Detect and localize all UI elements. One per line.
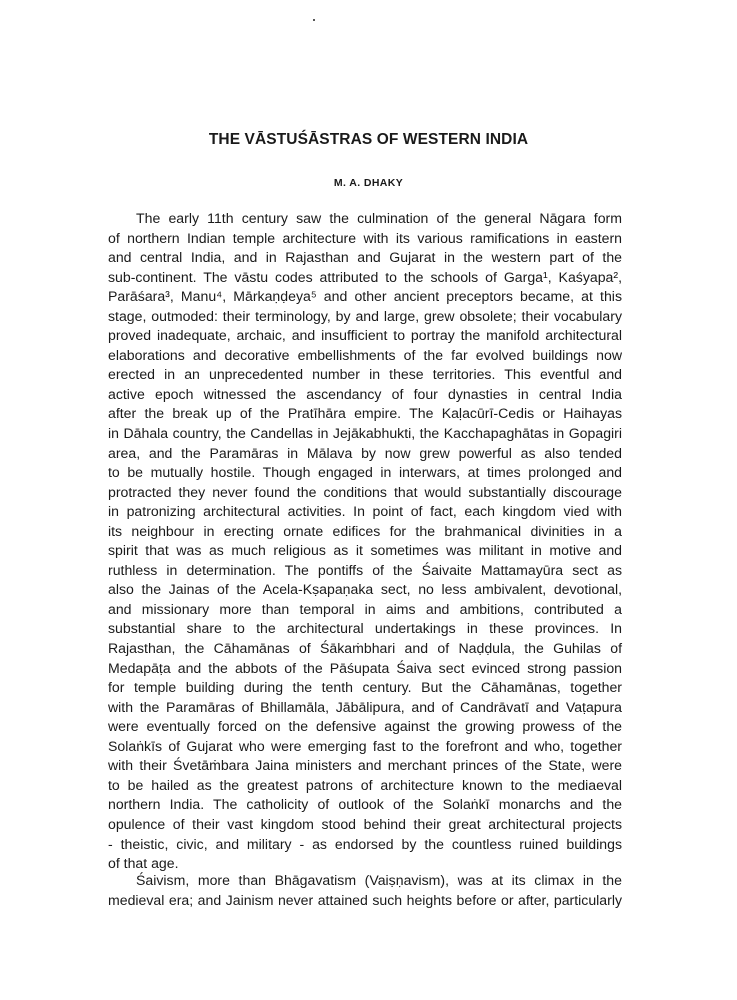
text-line: substantial share to the architectural undertakings in these provinces. In xyxy=(108,620,622,637)
text-line: The early 11th century saw the culmination of the general Nāgara form xyxy=(136,210,622,226)
text-line: northern India. The catholicity of outlook of the Solaṅkī monarchs and the xyxy=(108,796,622,813)
text-line: also the Jainas of the Acela-Kṣapaṇaka sect, no less ambivalent, devotional, xyxy=(108,581,622,598)
text-line: after the break up of the Pratīhāra empire. The Kaḷacūrī-Cedis or Haihayas xyxy=(108,405,622,422)
text-line: Solaṅkīs of Gujarat who were emerging fast to the forefront and who, together xyxy=(108,737,622,754)
article-author: M. A. DHAKY xyxy=(333,177,404,189)
text-line: opulence of their vast kingdom stood behind their great architectural projects xyxy=(108,815,622,832)
text-line: area, and the Paramāras in Mālava by now grew powerful as also tended xyxy=(108,444,622,461)
text-line: of northern Indian temple architecture with its various ramifications in eastern xyxy=(108,229,622,246)
text-line: to be mutually hostile. Though engaged in interwars, at times prolonged and xyxy=(108,464,622,481)
text-line: for temple building during the tenth century. But the Cāhamānas, together xyxy=(108,679,622,696)
text-line: to be hailed as the greatest patrons of architecture known to the mediaeval xyxy=(108,776,622,793)
text-line: ruthless in determination. The pontiffs of the Śaivaite Mattamayūra sect as xyxy=(108,561,622,578)
text-line: erected in an unprecedented number in these territories. This eventful and xyxy=(108,366,622,383)
article-title: THE VĀSTUŚĀSTRAS OF WESTERN INDIA xyxy=(208,131,529,148)
text-line: medieval era; and Jainism never attained such heights before or after, particularly xyxy=(108,891,622,908)
text-line: elaborations and decorative embellishments of the far evolved buildings now xyxy=(108,346,622,363)
text-line: with their Śvetāṁbara Jaina ministers and merchant princes of the State, were xyxy=(108,757,622,774)
text-line: proved inadequate, archaic, and insufficient to portray the manifold architectural xyxy=(108,327,622,344)
text-line: and missionary more than temporal in aims and ambitions, contributed a xyxy=(108,600,622,617)
text-line: of that age. xyxy=(108,855,179,872)
text-line: stage, outmoded: their terminology, by and large, grew obsolete; their vocabulary xyxy=(108,307,622,324)
text-line: sub-continent. The vāstu codes attributed to the schools of Garga¹, Kaśyapa², xyxy=(108,268,622,285)
body-paragraph-1 xyxy=(108,209,622,874)
text-line: and central India, and in Rajasthan and Gujarat in the western part of the xyxy=(108,249,622,266)
text-line: in patronizing architectural activities. In point of fact, each kingdom vied with xyxy=(108,503,622,520)
text-line: Śaivism, more than Bhāgavatism (Vaiṣṇavism), was at its climax in the xyxy=(136,872,622,888)
text-line: spirit that was as much religious as it sometimes was militant in motive and xyxy=(108,542,622,559)
body-paragraph-2 xyxy=(108,871,622,910)
text-line: Rajasthan, the Cāhamānas of Śākaṁbhari and of Naḍḍula, the Guhilas of xyxy=(108,640,622,657)
text-line: Parāśara³, Manu⁴, Mārkaṇḍeya⁵ and other ancient preceptors became, at this xyxy=(108,288,622,305)
text-line: its neighbour in erecting ornate edifices for the brahmanical divinities in a xyxy=(108,522,622,539)
text-line: - theistic, civic, and military - as endorsed by the countless ruined buildings xyxy=(108,835,622,852)
text-line: protracted they never found the conditions that would substantially discourage xyxy=(108,483,622,500)
print-speck xyxy=(313,19,315,21)
text-line: with the Paramāras of Bhillamāla, Jābālipura, and of Candrāvatī and Vaṭapura xyxy=(108,698,622,715)
text-line: were eventually forced on the defensive against the growing prowess of the xyxy=(108,718,622,735)
text-line: Medapāṭa and the abbots of the Pāśupata Śaiva sect evinced strong passion xyxy=(108,659,622,676)
text-line: in Dāhala country, the Candellas in Jejākabhukti, the Kacchapaghātas in Gopagiri xyxy=(108,425,622,442)
text-line: active epoch witnessed the ascendancy of four dynasties in central India xyxy=(108,385,622,402)
